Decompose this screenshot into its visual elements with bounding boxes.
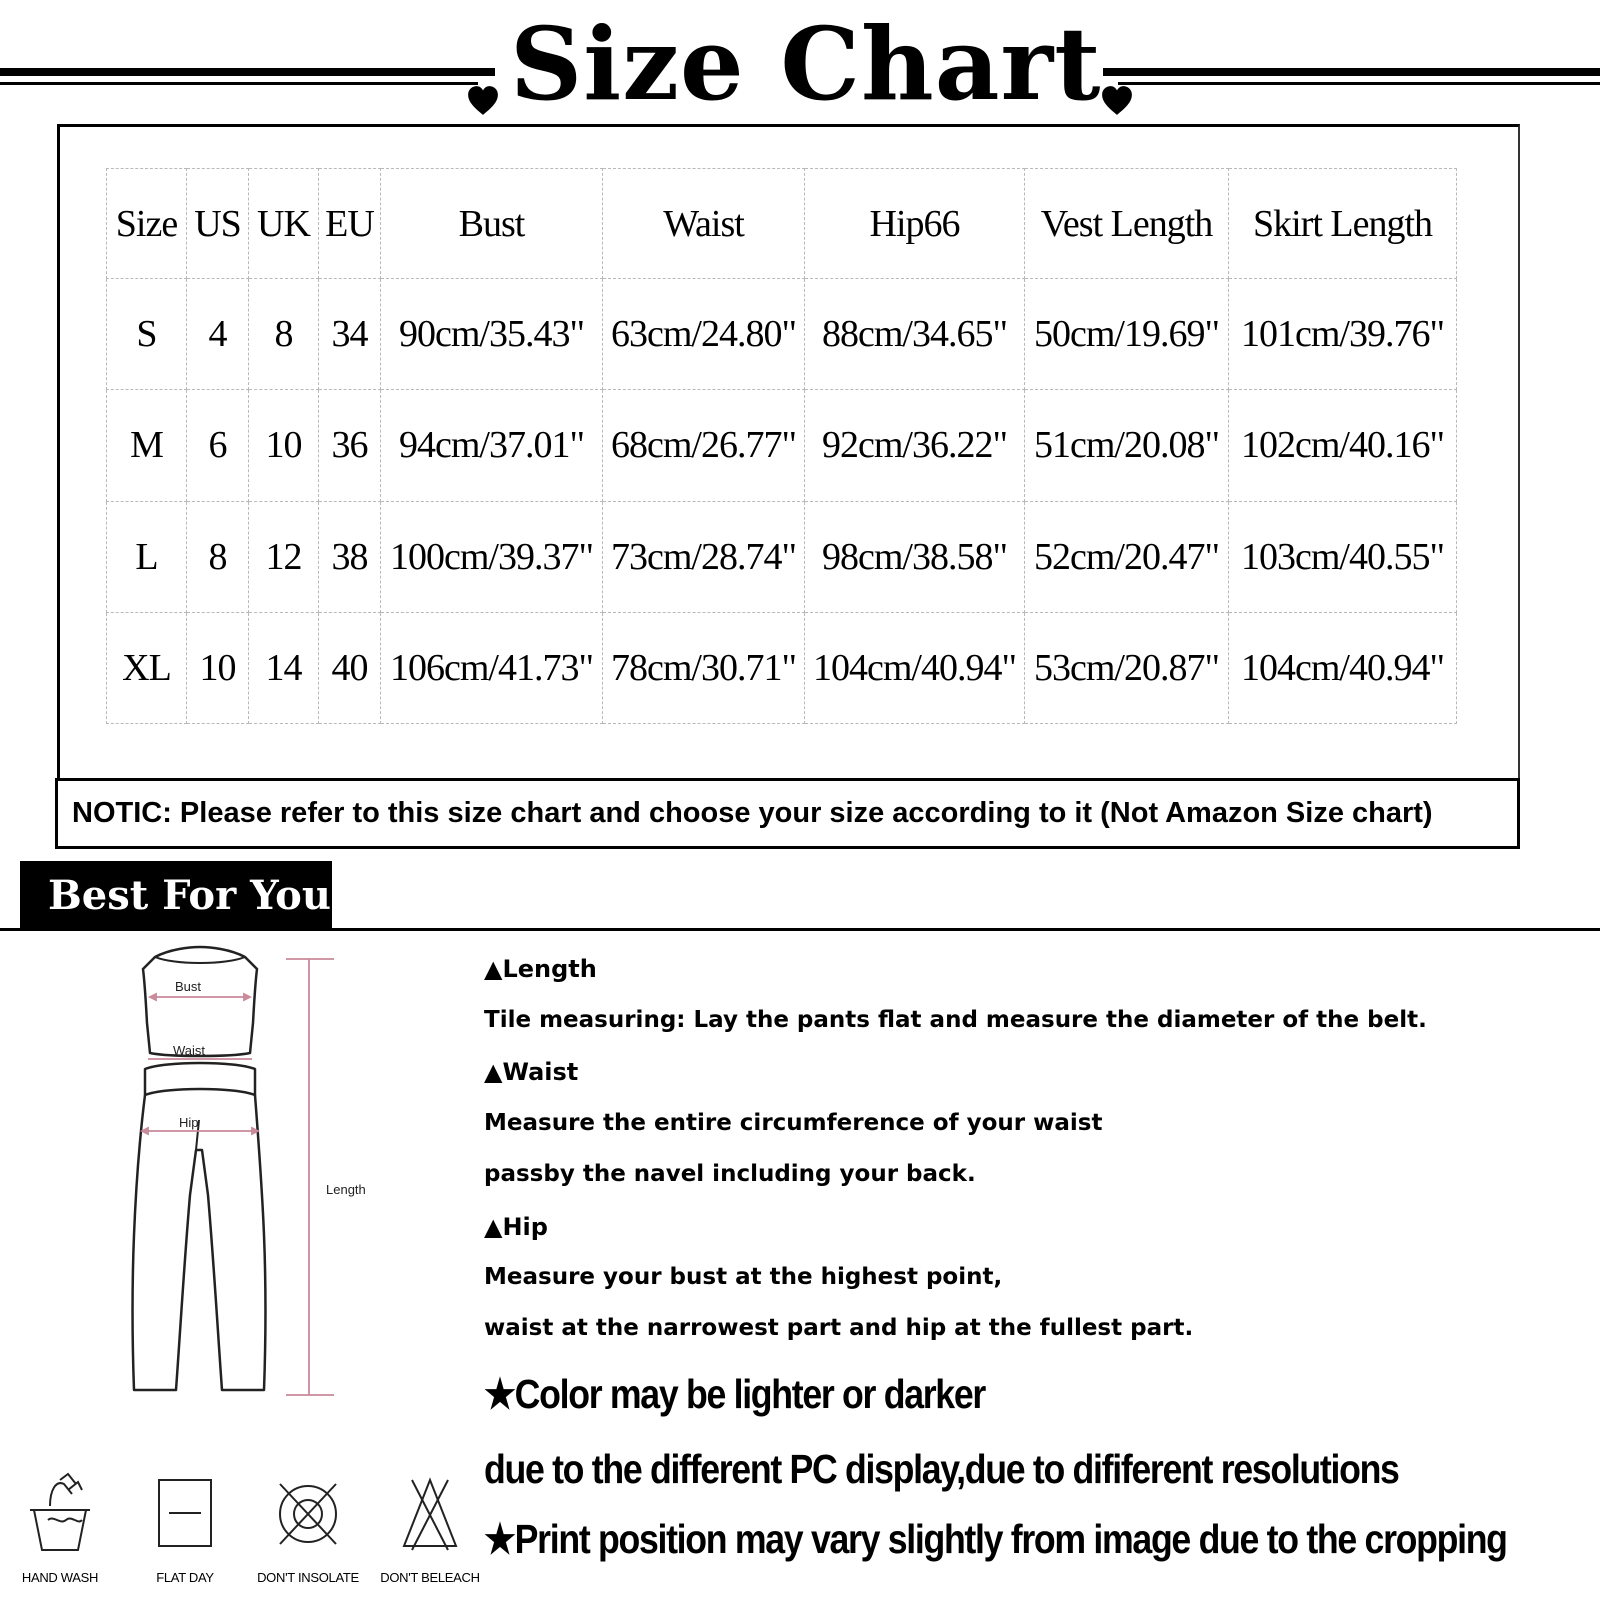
- hand-wash-icon: [20, 1470, 100, 1560]
- table-cell: 104cm/40.94": [1229, 612, 1457, 723]
- print-note: ★Print position may vary slightly from image due to the cropping: [484, 1516, 1507, 1562]
- table-cell: L: [107, 501, 187, 612]
- jumpsuit-diagram: [100, 945, 400, 1435]
- section-rule: [0, 928, 1600, 931]
- header-rule-right-thin: [1118, 82, 1600, 85]
- header-cell: UK: [249, 169, 319, 279]
- header-rule-left: [0, 68, 495, 76]
- care-label: HAND WASH: [21, 1570, 99, 1585]
- table-cell: 106cm/41.73": [381, 612, 603, 723]
- table-cell: 103cm/40.55": [1229, 501, 1457, 612]
- table-cell: 53cm/20.87": [1025, 612, 1229, 723]
- color-note: ★Color may be lighter or darker: [484, 1371, 985, 1417]
- page-title: Size Chart: [510, 5, 1102, 123]
- table-cell: 34: [319, 279, 381, 390]
- hip-heading: ▲Hip: [484, 1213, 548, 1241]
- flat-dry-icon: [145, 1470, 225, 1560]
- table-cell: 92cm/36.22": [805, 390, 1025, 501]
- hip-text: Measure your bust at the highest point,: [484, 1264, 1003, 1290]
- do-not-insolate-icon: [268, 1470, 348, 1560]
- header-cell: US: [187, 169, 249, 279]
- table-cell: 52cm/20.47": [1025, 501, 1229, 612]
- table-cell: 98cm/38.58": [805, 501, 1025, 612]
- waist-text: Measure the entire circumference of your waist: [484, 1110, 1103, 1136]
- table-cell: 88cm/34.65": [805, 279, 1025, 390]
- care-do-not-bleach: [380, 1470, 480, 1590]
- table-cell: 68cm/26.77": [603, 390, 805, 501]
- table-cell: 51cm/20.08": [1025, 390, 1229, 501]
- section-title: Best For You: [20, 861, 332, 930]
- length-text: Tile measuring: Lay the pants flat and measure the diameter of the belt.: [484, 1007, 1427, 1033]
- header-cell: EU: [319, 169, 381, 279]
- waist-text: passby the navel including your back.: [484, 1161, 976, 1187]
- heart-icon: [1100, 84, 1134, 118]
- table-cell: 8: [187, 501, 249, 612]
- length-label: Length: [326, 1182, 366, 1197]
- header-cell: Size: [107, 169, 187, 279]
- header-cell: Vest Length: [1025, 169, 1229, 279]
- table-cell: 10: [187, 612, 249, 723]
- header-rule-right: [1103, 68, 1600, 76]
- do-not-bleach-icon: [390, 1470, 470, 1560]
- care-hand-wash: [10, 1470, 110, 1590]
- bust-label: Bust: [175, 979, 202, 994]
- header-cell: Bust: [381, 169, 603, 279]
- heart-icon: [466, 84, 500, 118]
- table-cell: 100cm/39.37": [381, 501, 603, 612]
- table-header-row: [107, 169, 1457, 279]
- table-cell: 6: [187, 390, 249, 501]
- table-cell: 8: [249, 279, 319, 390]
- table-row: [107, 279, 1457, 390]
- table-cell: 38: [319, 501, 381, 612]
- hip-label: Hip: [179, 1115, 199, 1130]
- table-cell: 104cm/40.94": [805, 612, 1025, 723]
- table-cell: 14: [249, 612, 319, 723]
- table-cell: M: [107, 390, 187, 501]
- table-cell: 4: [187, 279, 249, 390]
- table-row: [107, 501, 1457, 612]
- waist-label: Waist: [173, 1043, 206, 1058]
- table-cell: 102cm/40.16": [1229, 390, 1457, 501]
- table-row: [107, 390, 1457, 501]
- table-cell: 40: [319, 612, 381, 723]
- table-cell: 50cm/19.69": [1025, 279, 1229, 390]
- table-cell: 36: [319, 390, 381, 501]
- table-cell: 94cm/37.01": [381, 390, 603, 501]
- care-label: FLAT DAY: [156, 1570, 214, 1585]
- header-cell: Waist: [603, 169, 805, 279]
- table-cell: 78cm/30.71": [603, 612, 805, 723]
- table-cell: S: [107, 279, 187, 390]
- notice-banner: NOTIC: Please refer to this size chart and choose your size according to it (Not Amazon Size chart): [55, 778, 1520, 849]
- care-label: DON'T BELEACH: [380, 1570, 480, 1585]
- size-table: [106, 168, 1457, 724]
- table-cell: 10: [249, 390, 319, 501]
- table-cell: 12: [249, 501, 319, 612]
- care-label: DON'T INSOLATE: [257, 1570, 359, 1585]
- header-cell: Hip66: [805, 169, 1025, 279]
- care-flat-dry: [135, 1470, 235, 1590]
- table-cell: 63cm/24.80": [603, 279, 805, 390]
- hip-text: waist at the narrowest part and hip at the fullest part.: [484, 1315, 1194, 1341]
- header-rule-left-thin: [0, 82, 478, 85]
- table-cell: 101cm/39.76": [1229, 279, 1457, 390]
- care-do-not-insolate: [258, 1470, 358, 1590]
- header-cell: Skirt Length: [1229, 169, 1457, 279]
- waist-heading: ▲Waist: [484, 1058, 579, 1086]
- table-row: [107, 612, 1457, 723]
- length-heading: ▲Length: [484, 955, 597, 983]
- table-cell: 90cm/35.43": [381, 279, 603, 390]
- table-cell: XL: [107, 612, 187, 723]
- display-note: due to the different PC display,due to dififerent resolutions: [484, 1446, 1399, 1492]
- table-cell: 73cm/28.74": [603, 501, 805, 612]
